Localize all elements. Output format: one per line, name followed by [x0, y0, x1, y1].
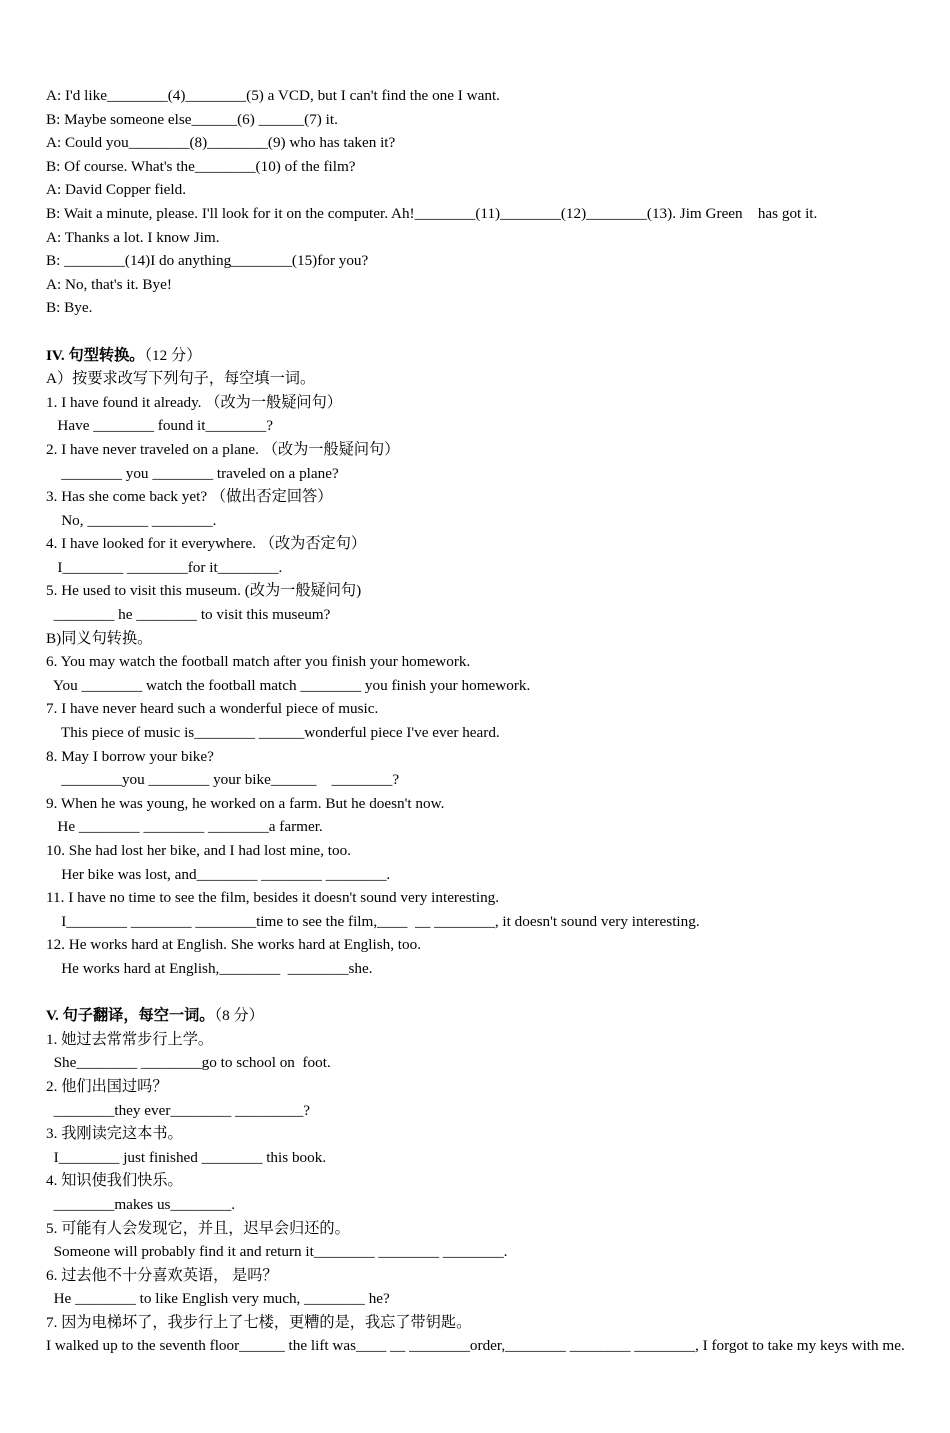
answer-line: This piece of music is________ ______wonderful piece I've ever heard.	[46, 724, 500, 742]
dialogue-line: B: Bye.	[46, 299, 93, 317]
question: 6. You may watch the football match after you finish your homework.	[46, 653, 471, 671]
answer-line: No, ________ ________.	[46, 511, 217, 529]
dialogue-block	[46, 84, 916, 320]
spacer	[46, 981, 916, 1005]
dialogue-line: A: Thanks a lot. I know Jim.	[46, 228, 220, 246]
section-iv	[46, 344, 916, 981]
question: 4. 知识使我们快乐。	[46, 1172, 183, 1190]
answer-line: ________ he ________ to visit this museum?	[46, 606, 331, 624]
section-score: （8 分）	[214, 1007, 264, 1025]
question: 3. Has she come back yet? （做出否定回答）	[46, 488, 333, 506]
section-score: （12 分）	[144, 346, 202, 364]
answer-line: Have ________ found it________?	[46, 417, 273, 435]
answer-line: I________ ________for it________.	[46, 558, 283, 576]
dialogue-line: A: I'd like________(4)________(5) a VCD, but I can't find the one I want.	[46, 87, 500, 104]
answer-line: He works hard at English,________ ________she.	[46, 959, 373, 977]
answer-line: I walked up to the seventh floor______ the lift was____ __ ________order,________ ________ ________, I forgot to take my keys with me.	[46, 1337, 905, 1355]
answer-line: I________ ________ ________time to see the film,____ __ ________, it doesn't sound very interesting.	[46, 912, 700, 930]
answer-line: You ________ watch the football match ________ you finish your homework.	[46, 676, 531, 694]
answer-line: ________you ________ your bike______ ________?	[46, 771, 400, 789]
answer-line: He ________ ________ ________a farmer.	[46, 818, 323, 836]
answer-line: He ________ to like English very much, ________ he?	[46, 1290, 390, 1308]
dialogue-line: B: Of course. What's the________(10) of the film?	[46, 157, 356, 175]
spacer	[46, 320, 916, 344]
dialogue-line: A: No, that's it. Bye!	[46, 275, 172, 293]
part-a-instruction: A）按要求改写下列句子，每空填一词。	[46, 370, 316, 388]
question: 1. 她过去常常步行上学。	[46, 1030, 214, 1048]
answer-line: I________ just finished ________ this book.	[46, 1148, 327, 1166]
answer-line: Her bike was lost, and________ ________ ________.	[46, 865, 391, 883]
question: 7. I have never heard such a wonderful piece of music.	[46, 700, 379, 718]
question: 6. 过去他不十分喜欢英语， 是吗？	[46, 1266, 278, 1284]
question: 5. He used to visit this museum. (改为一般疑问句)	[46, 582, 362, 600]
part-b-instruction: B)同义句转换。	[46, 629, 153, 647]
question: 9. When he was young, he worked on a farm. But he doesn't now.	[46, 794, 445, 812]
section-heading	[46, 1004, 916, 1028]
question: 12. He works hard at English. She works hard at English, too.	[46, 936, 421, 954]
answer-line: ________they ever________ _________?	[46, 1101, 311, 1119]
dialogue-line: B: Wait a minute, please. I'll look for it on the computer. Ah!________(11)________(12)________(13). Jim Green has got it.	[46, 204, 818, 222]
section-title: 句子翻译，每空一词。	[62, 1007, 215, 1025]
answer-line: ________ you ________ traveled on a plane?	[46, 464, 339, 482]
dialogue-line: B: ________(14)I do anything________(15)for you?	[46, 252, 369, 270]
question: 7. 因为电梯坏了，我步行上了七楼，更糟的是，我忘了带钥匙。	[46, 1313, 472, 1331]
question: 1. I have found it already. （改为一般疑问句）	[46, 393, 342, 411]
section-number: V.	[46, 1007, 59, 1025]
question: 4. I have looked for it everywhere. （改为否定句）	[46, 535, 367, 553]
section-number: IV.	[46, 346, 65, 364]
dialogue-line: A: Could you________(8)________(9) who has taken it?	[46, 134, 396, 152]
question: 10. She had lost her bike, and I had lost mine, too.	[46, 842, 351, 859]
section-v	[46, 1004, 916, 1358]
answer-line: ________makes us________.	[46, 1195, 235, 1213]
question: 5. 可能有人会发现它，并且，迟早会归还的。	[46, 1219, 350, 1237]
question: 11. I have no time to see the film, besides it doesn't sound very interesting.	[46, 889, 500, 907]
question: 2. 他们出国过吗？	[46, 1077, 168, 1095]
answer-line: Someone will probably find it and return it________ ________ ________.	[46, 1243, 508, 1261]
question: 3. 我刚读完这本书。	[46, 1125, 183, 1143]
section-title: 句型转换。	[68, 346, 145, 364]
section-heading	[46, 344, 916, 368]
dialogue-line: A: David Copper field.	[46, 181, 187, 199]
answer-line: She________ ________go to school on foot.	[46, 1054, 331, 1072]
document-body	[46, 84, 916, 1358]
dialogue-line: B: Maybe someone else______(6) ______(7) it.	[46, 110, 338, 128]
question: 2. I have never traveled on a plane. （改为一般疑问句）	[46, 440, 400, 458]
question: 8. May I borrow your bike?	[46, 747, 214, 765]
